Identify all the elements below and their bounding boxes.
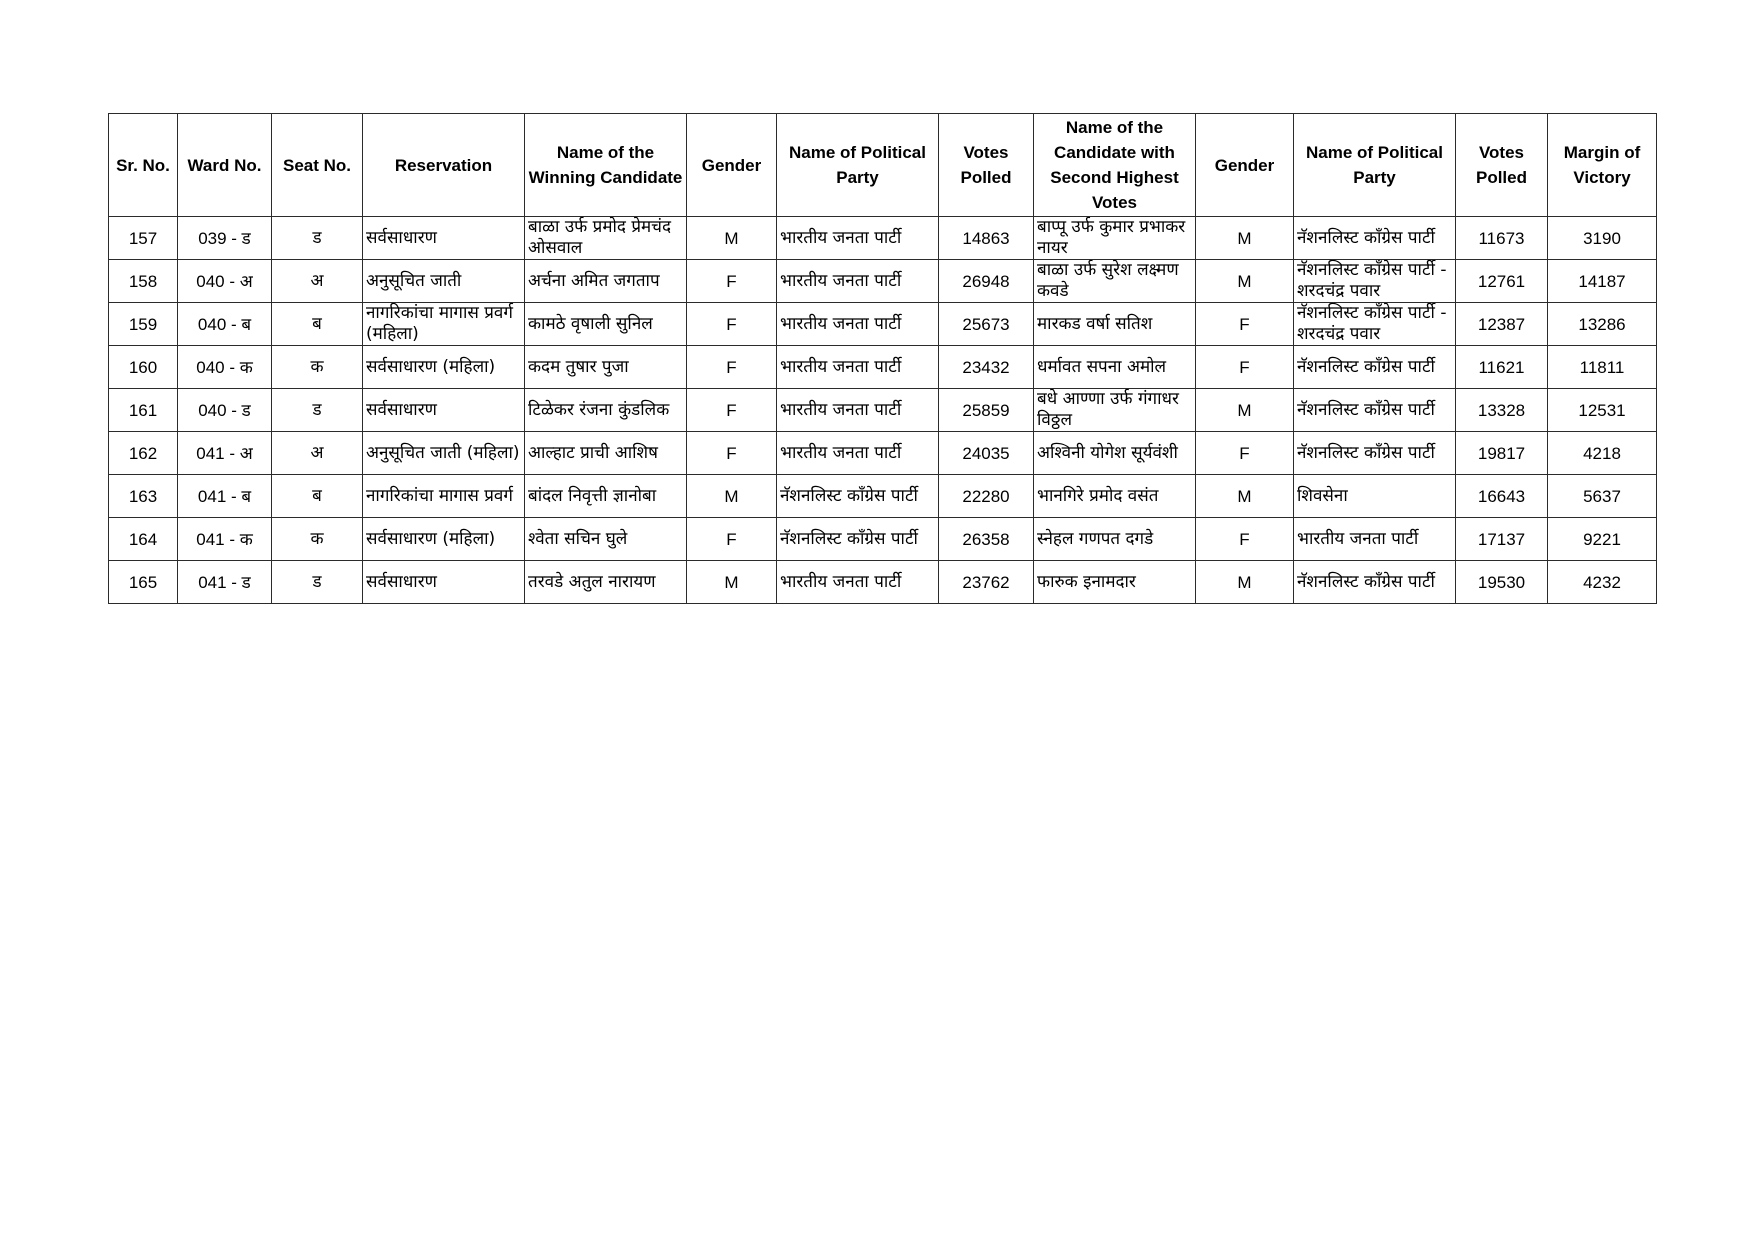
cell-runner-up-votes: 12387 bbox=[1456, 303, 1548, 346]
cell-winner-gender: M bbox=[687, 475, 777, 518]
cell-seat-no: अ bbox=[272, 432, 363, 475]
cell-seat-no: ब bbox=[272, 475, 363, 518]
cell-winner-gender: F bbox=[687, 518, 777, 561]
cell-winner-votes: 14863 bbox=[939, 217, 1034, 260]
header-runner-up-gender: Gender bbox=[1196, 114, 1294, 217]
cell-runner-up-votes: 19530 bbox=[1456, 561, 1548, 604]
cell-runner-up-party: शिवसेना bbox=[1294, 475, 1456, 518]
table-body bbox=[109, 217, 1657, 604]
cell-winning-candidate: कदम तुषार पुजा bbox=[525, 346, 687, 389]
cell-runner-up-candidate: धर्मावत सपना अमोल bbox=[1034, 346, 1196, 389]
header-margin-of-victory: Margin of Victory bbox=[1548, 114, 1657, 217]
cell-seat-no: ड bbox=[272, 217, 363, 260]
cell-ward-no: 040 - ड bbox=[178, 389, 272, 432]
cell-runner-up-party: नॅशनलिस्ट काँग्रेस पार्टी - शरदचंद्र पवार bbox=[1294, 260, 1456, 303]
header-winner-votes: Votes Polled bbox=[939, 114, 1034, 217]
cell-winner-party: नॅशनलिस्ट काँग्रेस पार्टी bbox=[777, 518, 939, 561]
table-row bbox=[109, 260, 1657, 303]
table-row bbox=[109, 561, 1657, 604]
table-row bbox=[109, 346, 1657, 389]
cell-runner-up-candidate: स्नेहल गणपत दगडे bbox=[1034, 518, 1196, 561]
cell-seat-no: अ bbox=[272, 260, 363, 303]
cell-runner-up-votes: 19817 bbox=[1456, 432, 1548, 475]
cell-reservation: सर्वसाधारण (महिला) bbox=[363, 346, 525, 389]
cell-winner-votes: 23762 bbox=[939, 561, 1034, 604]
cell-runner-up-party: नॅशनलिस्ट काँग्रेस पार्टी bbox=[1294, 217, 1456, 260]
cell-runner-up-party: भारतीय जनता पार्टी bbox=[1294, 518, 1456, 561]
cell-winner-gender: F bbox=[687, 303, 777, 346]
cell-margin-of-victory: 14187 bbox=[1548, 260, 1657, 303]
cell-runner-up-gender: M bbox=[1196, 475, 1294, 518]
header-winner-party: Name of Political Party bbox=[777, 114, 939, 217]
cell-winner-party: नॅशनलिस्ट काँग्रेस पार्टी bbox=[777, 475, 939, 518]
table-row bbox=[109, 303, 1657, 346]
cell-sr-no: 161 bbox=[109, 389, 178, 432]
cell-runner-up-gender: M bbox=[1196, 217, 1294, 260]
cell-runner-up-gender: M bbox=[1196, 389, 1294, 432]
cell-winning-candidate: अर्चना अमित जगताप bbox=[525, 260, 687, 303]
cell-runner-up-gender: F bbox=[1196, 432, 1294, 475]
cell-ward-no: 041 - ड bbox=[178, 561, 272, 604]
cell-winner-party: भारतीय जनता पार्टी bbox=[777, 303, 939, 346]
cell-reservation: सर्वसाधारण bbox=[363, 561, 525, 604]
cell-winner-votes: 25673 bbox=[939, 303, 1034, 346]
cell-winner-party: भारतीय जनता पार्टी bbox=[777, 432, 939, 475]
cell-runner-up-gender: F bbox=[1196, 346, 1294, 389]
cell-winner-party: भारतीय जनता पार्टी bbox=[777, 561, 939, 604]
cell-winner-gender: F bbox=[687, 389, 777, 432]
table-row bbox=[109, 432, 1657, 475]
cell-reservation: सर्वसाधारण (महिला) bbox=[363, 518, 525, 561]
cell-ward-no: 041 - ब bbox=[178, 475, 272, 518]
cell-winner-votes: 24035 bbox=[939, 432, 1034, 475]
cell-winning-candidate: तरवडे अतुल नारायण bbox=[525, 561, 687, 604]
cell-runner-up-votes: 12761 bbox=[1456, 260, 1548, 303]
cell-reservation: नागरिकांचा मागास प्रवर्ग (महिला) bbox=[363, 303, 525, 346]
cell-winner-gender: F bbox=[687, 346, 777, 389]
cell-margin-of-victory: 12531 bbox=[1548, 389, 1657, 432]
header-runner-up-party: Name of Political Party bbox=[1294, 114, 1456, 217]
cell-seat-no: क bbox=[272, 346, 363, 389]
cell-runner-up-votes: 17137 bbox=[1456, 518, 1548, 561]
cell-reservation: अनुसूचित जाती bbox=[363, 260, 525, 303]
cell-reservation: सर्वसाधारण bbox=[363, 389, 525, 432]
header-winner-gender: Gender bbox=[687, 114, 777, 217]
header-sr-no: Sr. No. bbox=[109, 114, 178, 217]
cell-ward-no: 039 - ड bbox=[178, 217, 272, 260]
table-row bbox=[109, 389, 1657, 432]
cell-runner-up-party: नॅशनलिस्ट काँग्रेस पार्टी bbox=[1294, 561, 1456, 604]
cell-seat-no: ड bbox=[272, 389, 363, 432]
cell-margin-of-victory: 5637 bbox=[1548, 475, 1657, 518]
cell-runner-up-votes: 16643 bbox=[1456, 475, 1548, 518]
cell-winner-party: भारतीय जनता पार्टी bbox=[777, 260, 939, 303]
cell-runner-up-candidate: मारकड वर्षा सतिश bbox=[1034, 303, 1196, 346]
cell-winning-candidate: बाळा उर्फ प्रमोद प्रेमचंद ओसवाल bbox=[525, 217, 687, 260]
header-reservation: Reservation bbox=[363, 114, 525, 217]
cell-winning-candidate: श्वेता सचिन घुले bbox=[525, 518, 687, 561]
cell-margin-of-victory: 9221 bbox=[1548, 518, 1657, 561]
header-runner-up-votes: Votes Polled bbox=[1456, 114, 1548, 217]
cell-runner-up-votes: 11621 bbox=[1456, 346, 1548, 389]
cell-winner-votes: 26948 bbox=[939, 260, 1034, 303]
header-winning-candidate: Name of the Winning Candidate bbox=[525, 114, 687, 217]
cell-winning-candidate: आल्हाट प्राची आशिष bbox=[525, 432, 687, 475]
table-header bbox=[109, 114, 1657, 217]
election-results-table bbox=[108, 113, 1657, 604]
cell-ward-no: 040 - ब bbox=[178, 303, 272, 346]
cell-ward-no: 040 - क bbox=[178, 346, 272, 389]
header-runner-up-candidate: Name of the Candidate with Second Highest Votes bbox=[1034, 114, 1196, 217]
cell-winning-candidate: बांदल निवृत्ती ज्ञानोबा bbox=[525, 475, 687, 518]
cell-margin-of-victory: 11811 bbox=[1548, 346, 1657, 389]
cell-sr-no: 160 bbox=[109, 346, 178, 389]
cell-sr-no: 158 bbox=[109, 260, 178, 303]
table-row bbox=[109, 217, 1657, 260]
cell-runner-up-party: नॅशनलिस्ट काँग्रेस पार्टी bbox=[1294, 389, 1456, 432]
cell-ward-no: 040 - अ bbox=[178, 260, 272, 303]
cell-reservation: अनुसूचित जाती (महिला) bbox=[363, 432, 525, 475]
cell-ward-no: 041 - अ bbox=[178, 432, 272, 475]
cell-winning-candidate: टिळेकर रंजना कुंडलिक bbox=[525, 389, 687, 432]
cell-reservation: नागरिकांचा मागास प्रवर्ग bbox=[363, 475, 525, 518]
cell-runner-up-gender: M bbox=[1196, 561, 1294, 604]
cell-margin-of-victory: 4232 bbox=[1548, 561, 1657, 604]
cell-seat-no: ड bbox=[272, 561, 363, 604]
cell-winner-gender: F bbox=[687, 260, 777, 303]
cell-winner-votes: 26358 bbox=[939, 518, 1034, 561]
cell-runner-up-votes: 11673 bbox=[1456, 217, 1548, 260]
cell-sr-no: 163 bbox=[109, 475, 178, 518]
cell-runner-up-candidate: भानगिरे प्रमोद वसंत bbox=[1034, 475, 1196, 518]
cell-sr-no: 164 bbox=[109, 518, 178, 561]
cell-runner-up-party: नॅशनलिस्ट काँग्रेस पार्टी - शरदचंद्र पवार bbox=[1294, 303, 1456, 346]
cell-ward-no: 041 - क bbox=[178, 518, 272, 561]
cell-sr-no: 162 bbox=[109, 432, 178, 475]
cell-winner-votes: 22280 bbox=[939, 475, 1034, 518]
cell-runner-up-gender: F bbox=[1196, 303, 1294, 346]
header-ward-no: Ward No. bbox=[178, 114, 272, 217]
cell-seat-no: ब bbox=[272, 303, 363, 346]
cell-sr-no: 157 bbox=[109, 217, 178, 260]
cell-winner-votes: 25859 bbox=[939, 389, 1034, 432]
cell-margin-of-victory: 3190 bbox=[1548, 217, 1657, 260]
table-row bbox=[109, 475, 1657, 518]
cell-winner-gender: M bbox=[687, 561, 777, 604]
cell-runner-up-party: नॅशनलिस्ट काँग्रेस पार्टी bbox=[1294, 346, 1456, 389]
cell-reservation: सर्वसाधारण bbox=[363, 217, 525, 260]
cell-runner-up-candidate: बाप्पू उर्फ कुमार प्रभाकर नायर bbox=[1034, 217, 1196, 260]
cell-winner-party: भारतीय जनता पार्टी bbox=[777, 389, 939, 432]
cell-winner-gender: M bbox=[687, 217, 777, 260]
header-seat-no: Seat No. bbox=[272, 114, 363, 217]
header-row bbox=[109, 114, 1657, 217]
cell-winner-gender: F bbox=[687, 432, 777, 475]
table-row bbox=[109, 518, 1657, 561]
cell-runner-up-gender: M bbox=[1196, 260, 1294, 303]
cell-winner-party: भारतीय जनता पार्टी bbox=[777, 346, 939, 389]
cell-runner-up-candidate: फारुक इनामदार bbox=[1034, 561, 1196, 604]
cell-winner-votes: 23432 bbox=[939, 346, 1034, 389]
cell-margin-of-victory: 13286 bbox=[1548, 303, 1657, 346]
cell-winner-party: भारतीय जनता पार्टी bbox=[777, 217, 939, 260]
cell-runner-up-votes: 13328 bbox=[1456, 389, 1548, 432]
cell-seat-no: क bbox=[272, 518, 363, 561]
cell-runner-up-candidate: बधे आण्णा उर्फ गंगाधर विठ्ठल bbox=[1034, 389, 1196, 432]
cell-runner-up-candidate: बाळा उर्फ सुरेश लक्ष्मण कवडे bbox=[1034, 260, 1196, 303]
cell-sr-no: 159 bbox=[109, 303, 178, 346]
cell-runner-up-party: नॅशनलिस्ट काँग्रेस पार्टी bbox=[1294, 432, 1456, 475]
cell-winning-candidate: कामठे वृषाली सुनिल bbox=[525, 303, 687, 346]
cell-runner-up-gender: F bbox=[1196, 518, 1294, 561]
cell-runner-up-candidate: अश्विनी योगेश सूर्यवंशी bbox=[1034, 432, 1196, 475]
cell-sr-no: 165 bbox=[109, 561, 178, 604]
cell-margin-of-victory: 4218 bbox=[1548, 432, 1657, 475]
